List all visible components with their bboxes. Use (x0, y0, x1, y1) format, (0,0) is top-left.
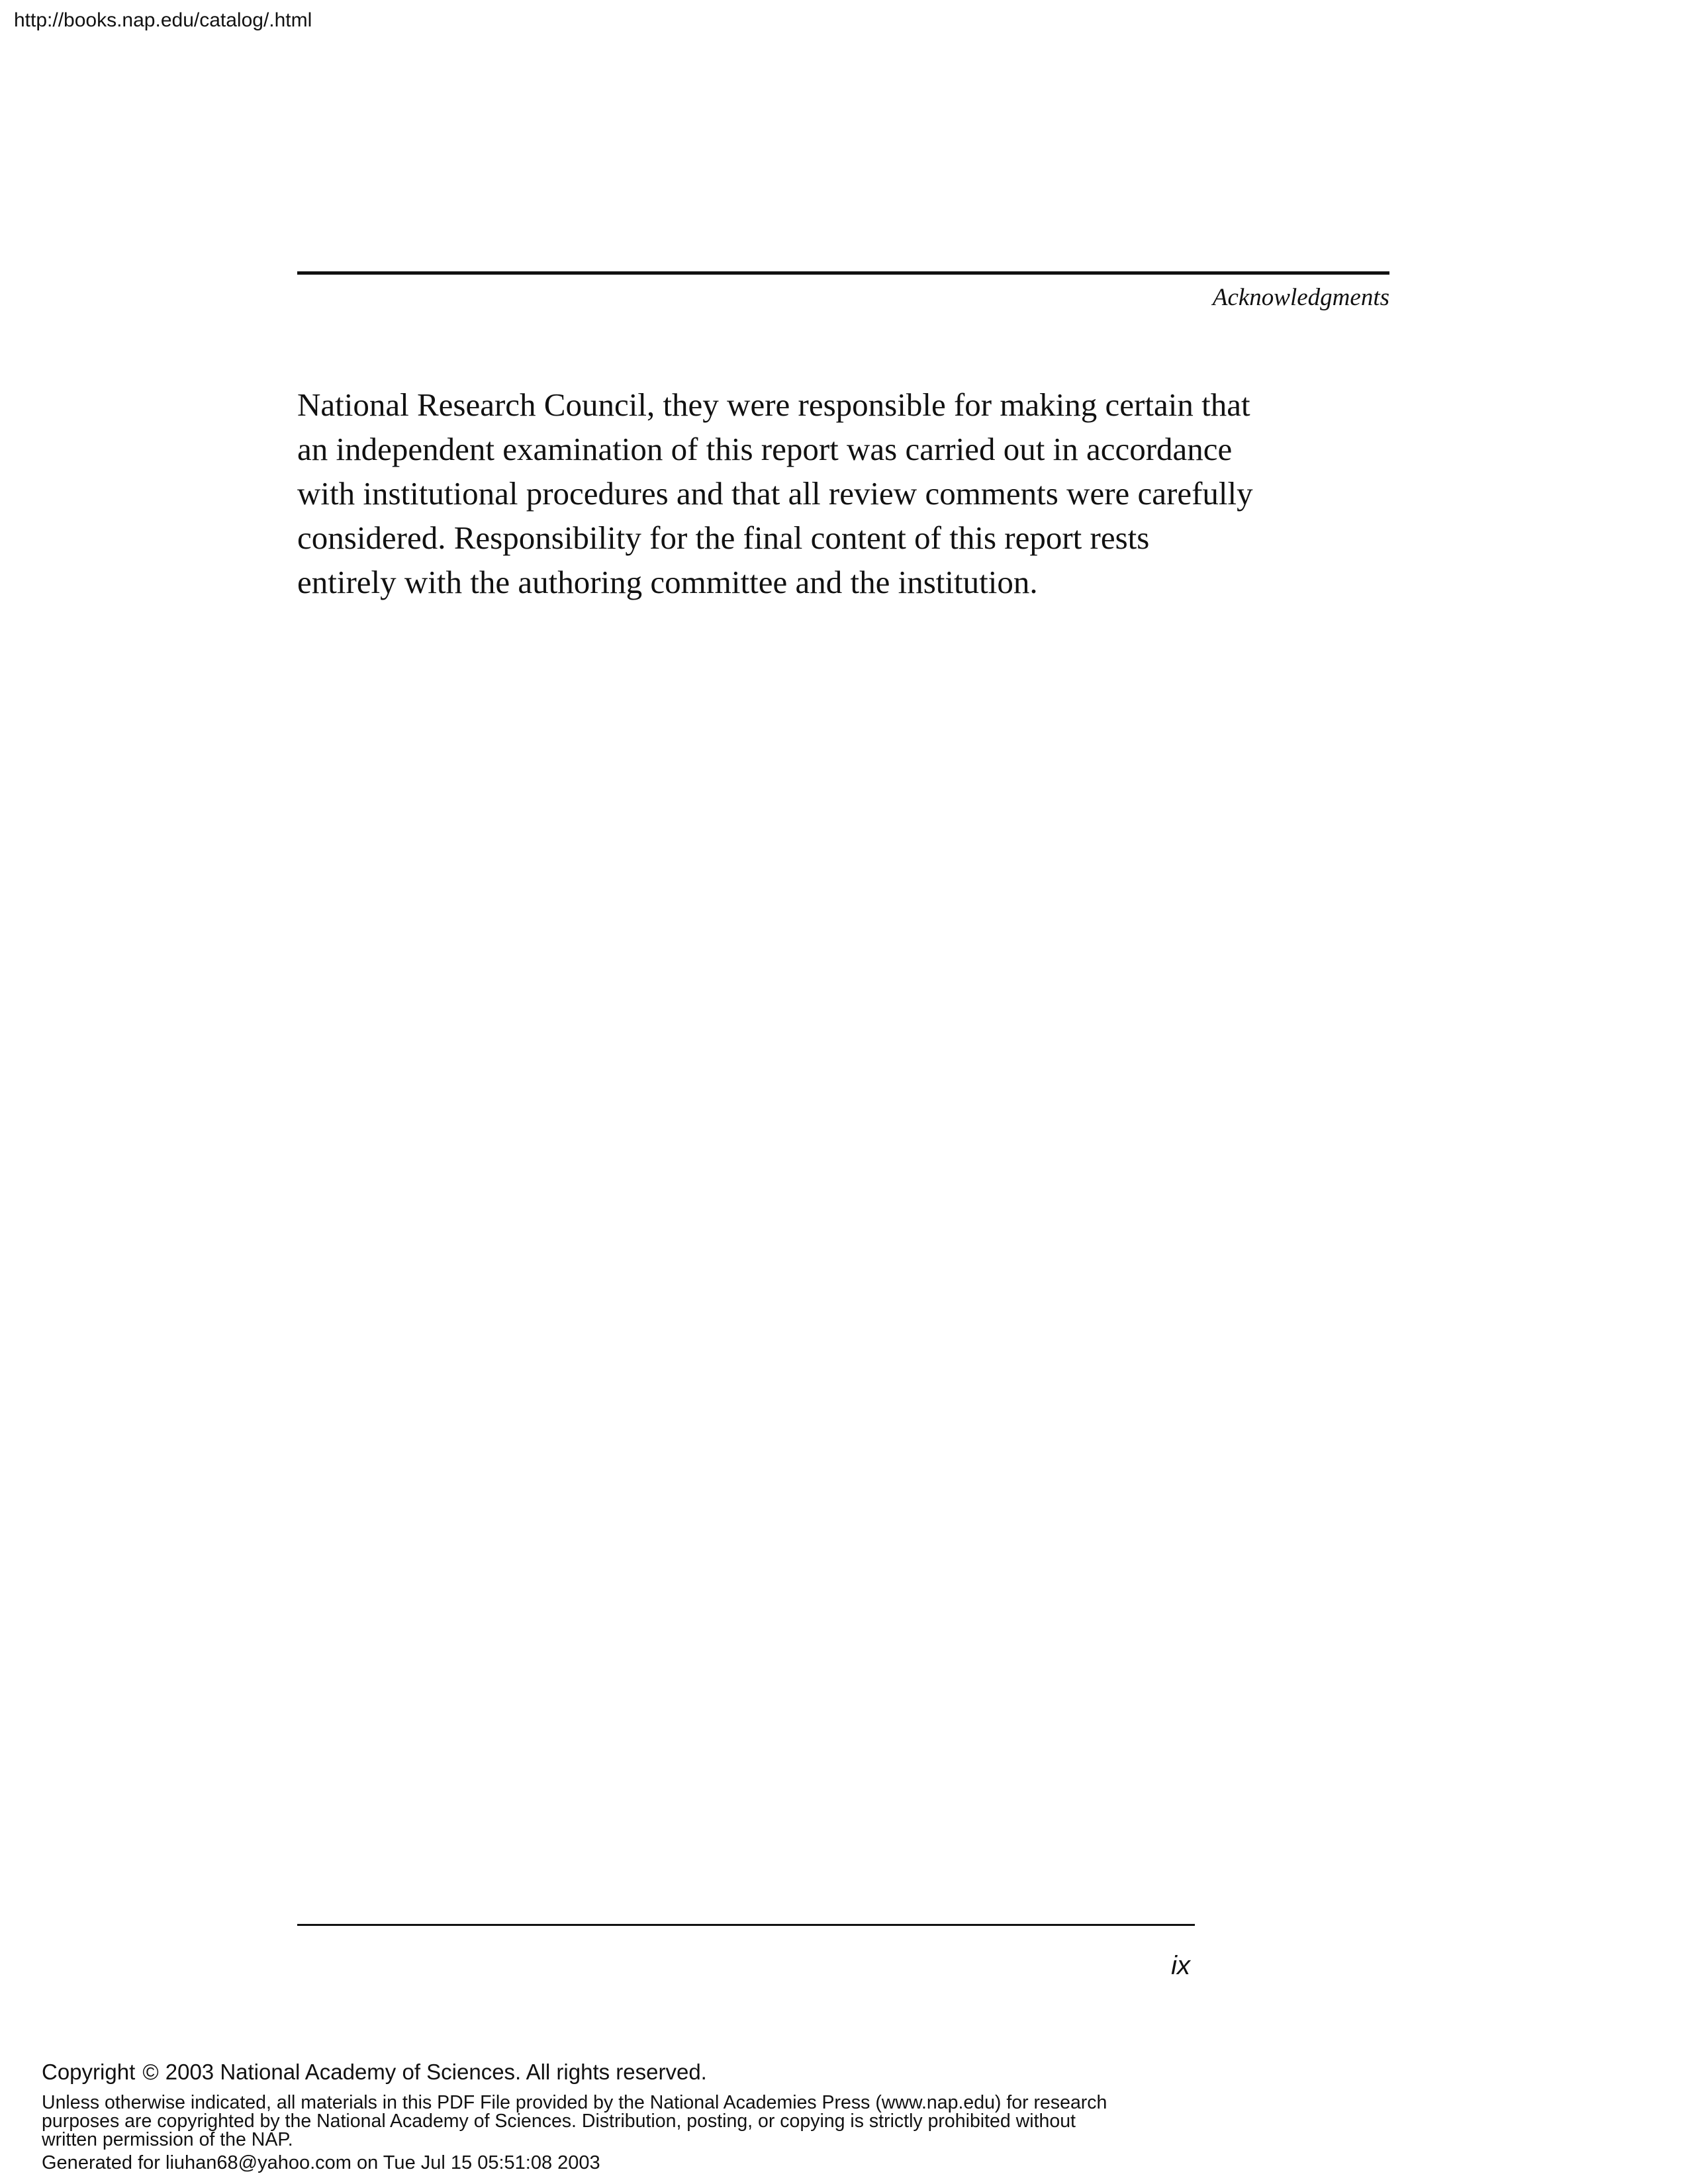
body-line: an independent examination of this report was carried out in accordance (297, 431, 1233, 467)
body-line: entirely with the authoring committee and the institution. (297, 564, 1038, 600)
footer-rule (297, 1924, 1195, 1926)
generated-line: Generated for liuhan68@yahoo.com on Tue Jul 15 05:51:08 2003 (42, 2152, 600, 2173)
header-rule (297, 271, 1389, 275)
body-paragraph (297, 383, 1253, 604)
body-line: with institutional procedures and that all review comments were carefully (297, 475, 1253, 512)
body-line: considered. Responsibility for the final content of this report rests (297, 520, 1150, 556)
running-head: Acknowledgments (1212, 284, 1389, 311)
source-url: http://books.nap.edu/catalog/.html (14, 9, 312, 31)
copyright-label: Copyright (42, 2060, 136, 2084)
copyright-text: 2003 National Academy of Sciences. All rights reserved. (165, 2060, 707, 2084)
copyright-symbol: © (142, 2060, 159, 2084)
copyright-line (42, 2060, 707, 2085)
page-number: ix (1171, 1951, 1190, 1980)
notice-line: Unless otherwise indicated, all materials in this PDF File provided by the National Academies Press (www.nap.edu) for research (42, 2092, 1107, 2113)
notice-line: written permission of the NAP. (42, 2129, 293, 2150)
body-line: National Research Council, they were responsible for making certain that (297, 387, 1250, 423)
notice-line: purposes are copyrighted by the National Academy of Sciences. Distribution, posting, or copying is strictly prohibited without (42, 2111, 1076, 2132)
copyright-notice (42, 2093, 1107, 2149)
